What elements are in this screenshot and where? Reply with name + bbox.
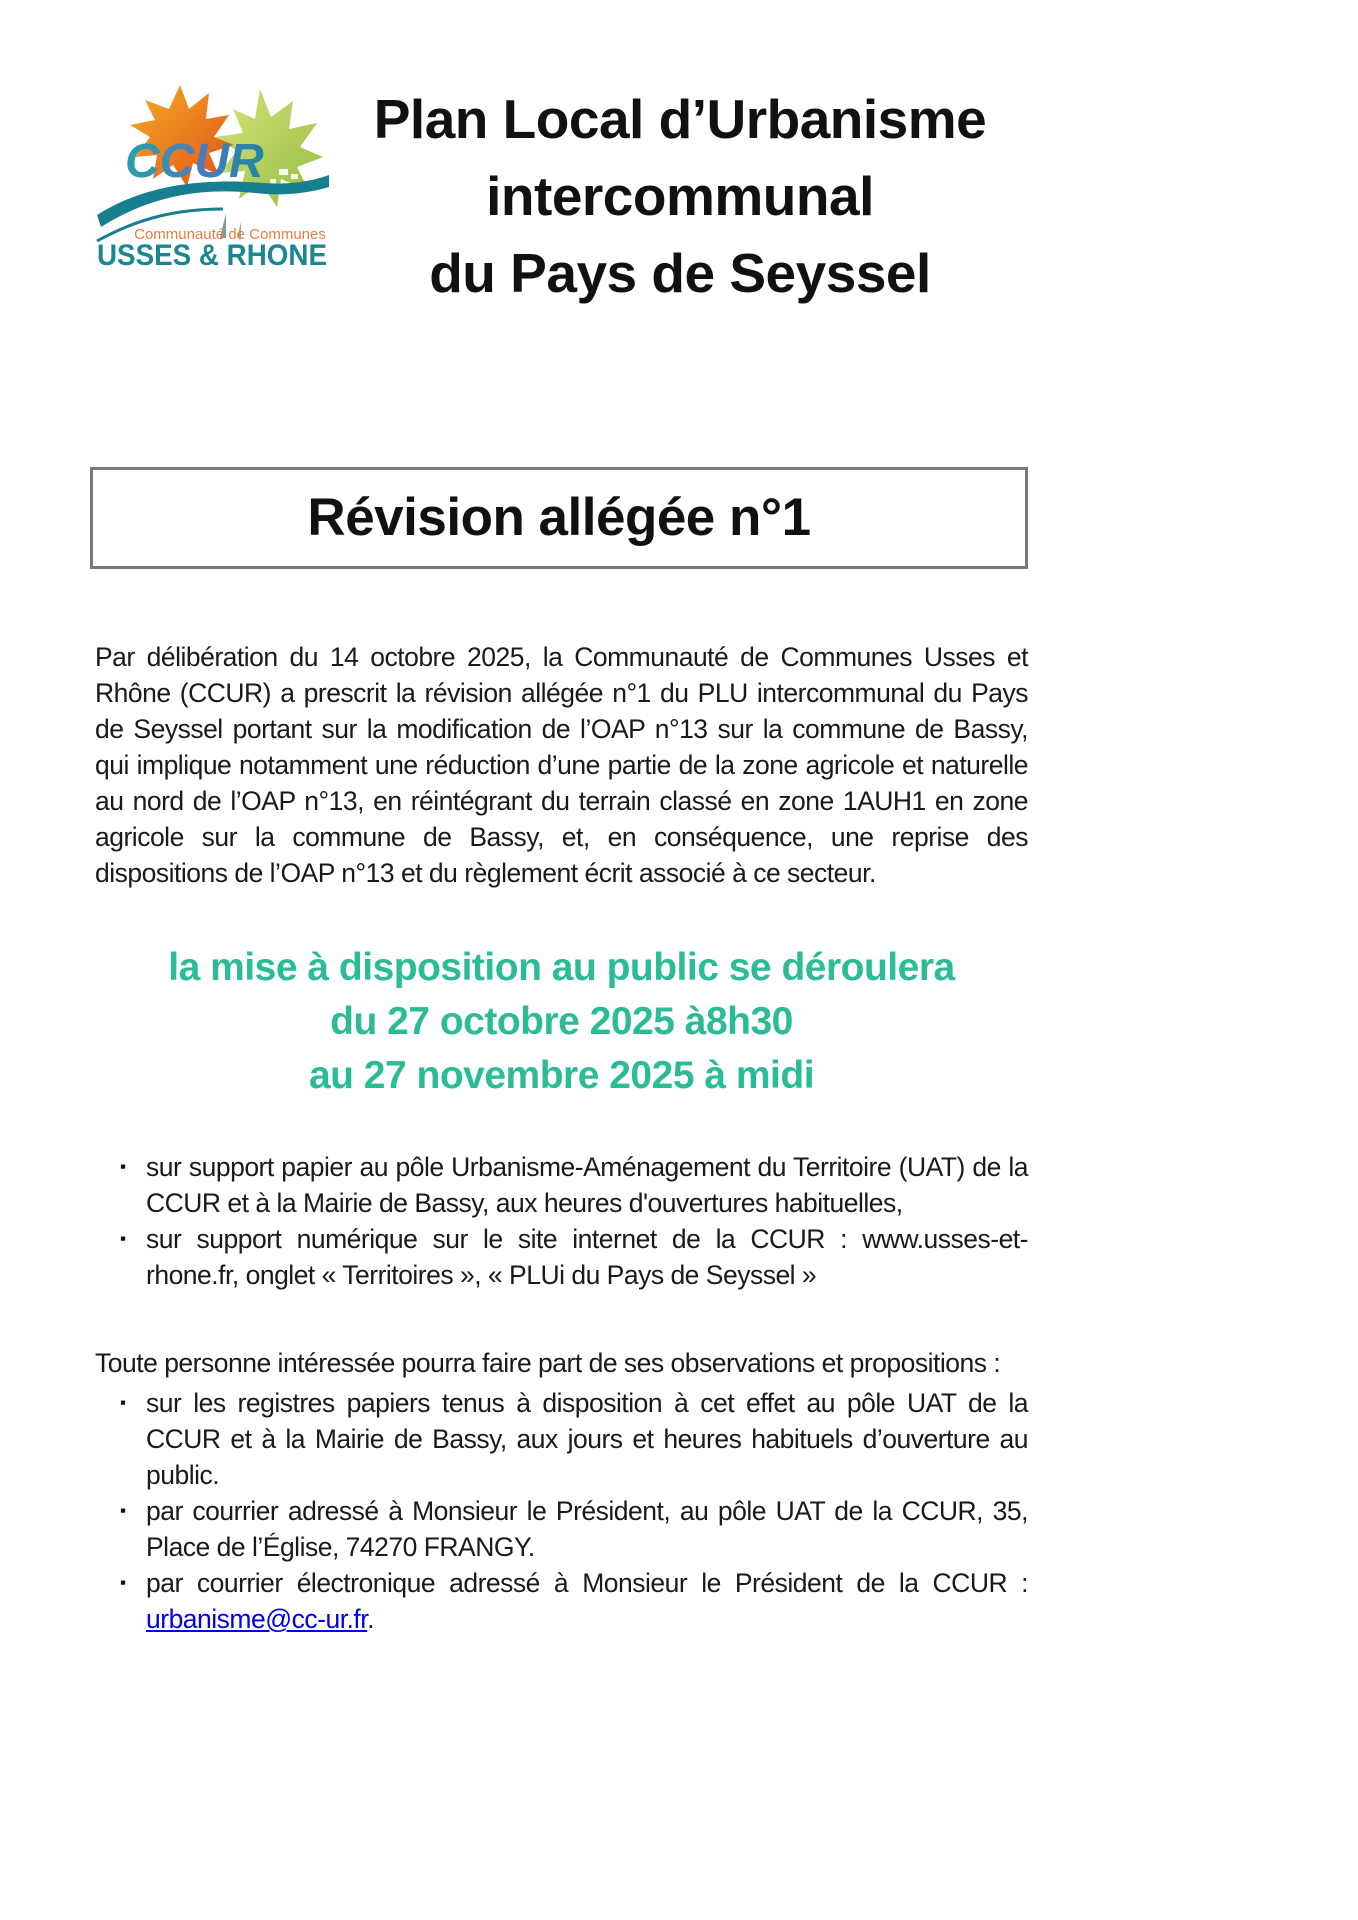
availability-line-1: la mise à disposition au public se déroulera (168, 946, 955, 989)
observations-item-2: par courrier adressé à Monsieur le Président, au pôle UAT de la CCUR, 35, Place de l’Église, 74270 FRANGY. (146, 1496, 1028, 1562)
revision-banner-text: Révision allégée n°1 (307, 488, 811, 547)
email-link[interactable]: urbanisme@cc-ur.fr (146, 1604, 368, 1634)
page-title (290, 81, 1070, 312)
availability-line-2: du 27 octobre 2025 à8h30 (330, 1000, 793, 1043)
bullet-square-icon: ▪ (120, 1501, 126, 1520)
observations-item-3-text: par courrier électronique adressé à Monsieur le Président de la CCUR : (146, 1568, 1028, 1598)
title-line-3: du Pays de Seyssel (429, 242, 931, 304)
list-item (120, 1149, 1028, 1221)
village-speck (270, 179, 276, 184)
logo-acronym: CCUR (125, 135, 264, 188)
bullet-square-icon: ▪ (120, 1393, 126, 1412)
consultation-list (95, 1149, 1028, 1293)
intro-paragraph: Par délibération du 14 octobre 2025, la Communauté de Communes Usses et Rhône (CCUR) a prescrit la révision allégée n°1 du PLU intercommunal du Pays de Seyssel portant sur la modification de l’OAP n°13 sur la commune de Bassy, qui implique notamment une réduction d’une partie de la zone agricole et naturelle au nord de l’OAP n°13, en réintégrant du terrain classé en zone 1AUH1 en zone agricole sur la commune de Bassy, et, en conséquence, une reprise des dispositions de l’OAP n°13 et du règlement écrit associé à ce secteur. (95, 642, 1028, 888)
bullet-square-icon: ▪ (120, 1573, 126, 1592)
observations-item-3-suffix: . (367, 1604, 375, 1634)
list-item (120, 1221, 1028, 1293)
observations-intro: Toute personne intéressée pourra faire part de ses observations et propositions : (95, 1348, 1001, 1378)
availability-notice (95, 941, 1028, 1103)
title-line-2: intercommunal (486, 165, 874, 227)
logo-subtitle: Communauté de Communes (134, 226, 326, 243)
observations-list (95, 1385, 1028, 1637)
list-item (120, 1493, 1028, 1565)
bullet-square-icon: ▪ (120, 1229, 126, 1248)
consultation-item-1: sur support papier au pôle Urbanisme-Aménagement du Territoire (UAT) de la CCUR et à la Mairie de Bassy, aux heures d'ouvertures habituelles, (146, 1152, 1028, 1218)
village-speck (279, 169, 288, 175)
revision-banner (90, 467, 1028, 569)
bullet-square-icon: ▪ (120, 1157, 126, 1176)
observations-item-3 (146, 1565, 1028, 1637)
title-line-1: Plan Local d’Urbanisme (373, 88, 987, 150)
availability-line-3: au 27 novembre 2025 à midi (308, 1054, 815, 1097)
consultation-item-2: sur support numérique sur le site internet de la CCUR : www.usses-et-rhone.fr, onglet « Territoires », « PLUi du Pays de Seyssel » (146, 1224, 1028, 1290)
list-item (120, 1385, 1028, 1493)
document-header (95, 75, 1028, 315)
logo-name: USSES & RHONE (97, 239, 327, 267)
observations-item-1: sur les registres papiers tenus à disposition à cet effet au pôle UAT de la CCUR et à la Mairie de Bassy, aux jours et heures habituels d’ouverture au public. (146, 1388, 1028, 1490)
list-item (120, 1565, 1028, 1637)
